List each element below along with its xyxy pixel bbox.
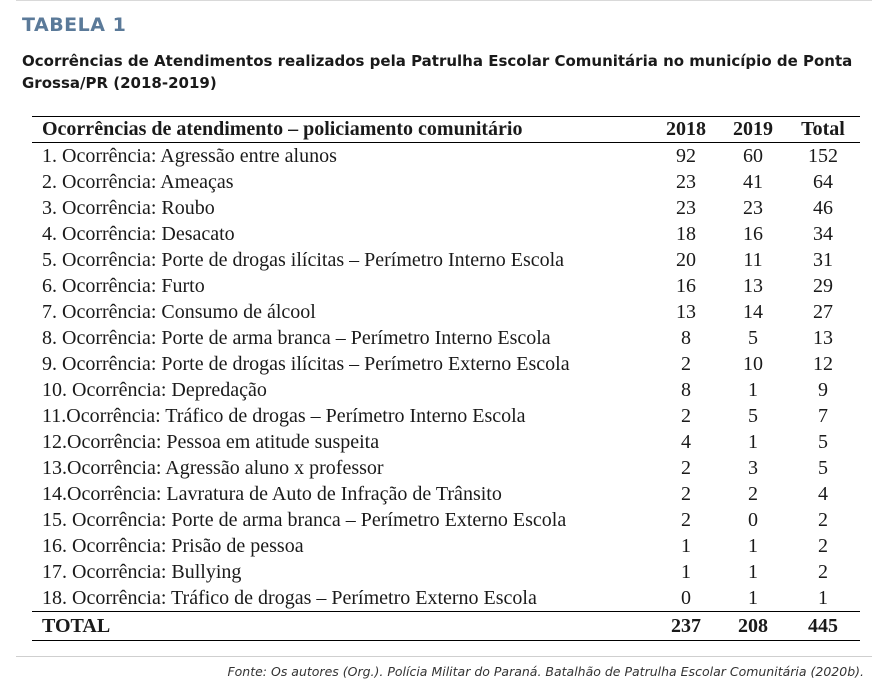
cell-2018: 16	[676, 275, 696, 297]
cell-total: 4	[818, 483, 828, 505]
table-row	[32, 377, 860, 403]
cell-description: 3. Ocorrência: Roubo	[42, 197, 215, 219]
cell-total: 152	[808, 145, 838, 167]
cell-total: 5	[818, 431, 828, 453]
table-row	[32, 559, 860, 585]
cell-description: 17. Ocorrência: Bullying	[42, 561, 242, 583]
cell-2018: 8	[681, 327, 691, 349]
cell-total: 7	[818, 405, 828, 427]
cell-total: 9	[818, 379, 828, 401]
cell-total: 31	[813, 249, 833, 271]
table-row	[32, 507, 860, 533]
table-caption: Ocorrências de Atendimentos realizados pela Patrulha Escolar Comunitária no município de Ponta Grossa/PR (2018-2019)	[22, 52, 853, 92]
table-row	[32, 143, 860, 170]
cell-2018: 13	[676, 301, 696, 323]
table-row	[32, 273, 860, 299]
table-row	[32, 403, 860, 429]
cell-2019: 23	[743, 197, 763, 219]
table-row	[32, 533, 860, 559]
table-row	[32, 585, 860, 612]
table-row	[32, 247, 860, 273]
top-divider	[16, 0, 872, 1]
cell-2018: 23	[676, 197, 696, 219]
header-total: Total	[786, 117, 860, 143]
table-row	[32, 221, 860, 247]
cell-description: 14.Ocorrência: Lavratura de Auto de Infração de Trânsito	[42, 483, 502, 505]
cell-2019: 14	[743, 301, 763, 323]
source-note: Fonte: Os autores (Org.). Polícia Militar do Paraná. Batalhão de Patrulha Escolar Comunitária (2020b).	[227, 664, 864, 679]
cell-total: 46	[813, 197, 833, 219]
cell-2018: 92	[676, 145, 696, 167]
cell-2019: 0	[748, 509, 758, 531]
table-row	[32, 299, 860, 325]
cell-2018: 23	[676, 171, 696, 193]
total-2018: 237	[652, 612, 720, 641]
cell-description: 12.Ocorrência: Pessoa em atitude suspeita	[42, 431, 380, 453]
cell-description: 18. Ocorrência: Tráfico de drogas – Perímetro Externo Escola	[42, 587, 537, 609]
cell-2019: 1	[748, 431, 758, 453]
bottom-divider	[16, 656, 872, 657]
cell-2019: 2	[748, 483, 758, 505]
cell-total: 1	[818, 587, 828, 609]
table-row	[32, 351, 860, 377]
occurrences-table	[32, 117, 860, 640]
cell-total: 5	[818, 457, 828, 479]
cell-total: 13	[813, 327, 833, 349]
cell-2018: 2	[681, 483, 691, 505]
header-2019: 2019	[720, 117, 786, 143]
table-row	[32, 429, 860, 455]
cell-2018: 2	[681, 405, 691, 427]
table-header-row	[32, 117, 860, 143]
cell-2019: 1	[748, 561, 758, 583]
cell-2018: 2	[681, 457, 691, 479]
table-label: TABELA 1	[22, 14, 127, 36]
cell-description: 5. Ocorrência: Porte de drogas ilícitas – Perímetro Interno Escola	[42, 249, 565, 271]
table-row	[32, 195, 860, 221]
cell-total: 2	[818, 535, 828, 557]
cell-2019: 1	[748, 535, 758, 557]
cell-2019: 41	[743, 171, 763, 193]
table-row	[32, 325, 860, 351]
cell-description: 7. Ocorrência: Consumo de álcool	[42, 301, 316, 323]
cell-2019: 60	[743, 145, 763, 167]
cell-2018: 8	[681, 379, 691, 401]
cell-total: 34	[813, 223, 833, 245]
cell-description: 4. Ocorrência: Desacato	[42, 223, 235, 245]
cell-2019: 3	[748, 457, 758, 479]
cell-2019: 5	[748, 327, 758, 349]
cell-total: 2	[818, 561, 828, 583]
cell-description: 6. Ocorrência: Furto	[42, 275, 205, 297]
table-row	[32, 455, 860, 481]
cell-2019: 1	[748, 379, 758, 401]
cell-description: 13.Ocorrência: Agressão aluno x professor	[42, 457, 384, 479]
cell-total: 2	[818, 509, 828, 531]
cell-2018: 20	[676, 249, 696, 271]
data-table-container	[32, 116, 860, 641]
cell-total: 12	[813, 353, 833, 375]
cell-total: 64	[813, 171, 833, 193]
total-label: TOTAL	[32, 612, 652, 641]
cell-2019: 13	[743, 275, 763, 297]
cell-description: 2. Ocorrência: Ameaças	[42, 171, 234, 193]
header-2018: 2018	[652, 117, 720, 143]
cell-2018: 1	[681, 535, 691, 557]
table-row	[32, 481, 860, 507]
cell-2018: 4	[681, 431, 691, 453]
cell-total: 29	[813, 275, 833, 297]
cell-2019: 1	[748, 587, 758, 609]
cell-2018: 1	[681, 561, 691, 583]
cell-2019: 16	[743, 223, 763, 245]
cell-description: 8. Ocorrência: Porte de arma branca – Perímetro Interno Escola	[42, 327, 551, 349]
cell-description: 10. Ocorrência: Depredação	[42, 379, 267, 401]
total-2019: 208	[720, 612, 786, 641]
cell-2018: 18	[676, 223, 696, 245]
total-sum: 445	[786, 612, 860, 641]
table-body	[32, 143, 860, 612]
cell-description: 1. Ocorrência: Agressão entre alunos	[42, 145, 337, 167]
cell-2019: 10	[743, 353, 763, 375]
cell-2019: 11	[743, 249, 763, 271]
cell-description: 11.Ocorrência: Tráfico de drogas – Perímetro Interno Escola	[42, 405, 526, 427]
cell-description: 9. Ocorrência: Porte de drogas ilícitas – Perímetro Externo Escola	[42, 353, 570, 375]
cell-2018: 2	[681, 353, 691, 375]
header-description: Ocorrências de atendimento – policiamento comunitário	[32, 117, 652, 143]
cell-2018: 2	[681, 509, 691, 531]
cell-description: 16. Ocorrência: Prisão de pessoa	[42, 535, 304, 557]
cell-description: 15. Ocorrência: Porte de arma branca – Perímetro Externo Escola	[42, 509, 567, 531]
cell-2018: 0	[681, 587, 691, 609]
cell-total: 27	[813, 301, 833, 323]
cell-2019: 5	[748, 405, 758, 427]
table-row	[32, 169, 860, 195]
table-total-row	[32, 612, 860, 641]
